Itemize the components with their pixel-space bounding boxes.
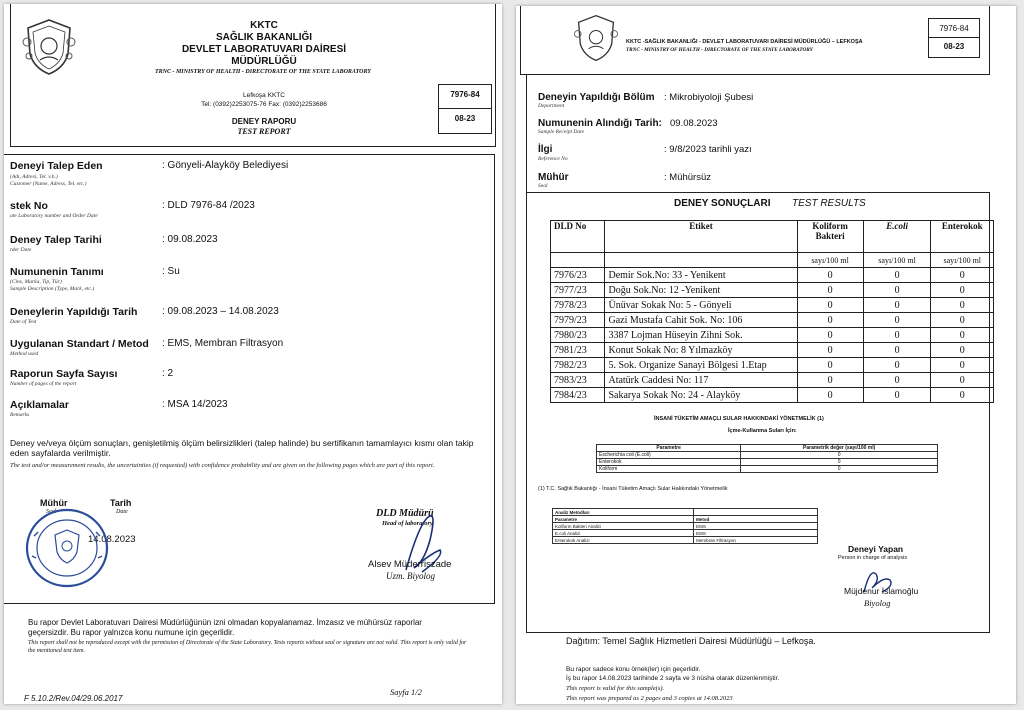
report-title-en: TEST REPORT (237, 127, 291, 136)
col-header-ecoli: E.coli (863, 221, 931, 253)
method-table-row (553, 530, 818, 537)
manager-label: DLD Müdürü (376, 508, 434, 519)
table-cell: 7978/23 (551, 298, 605, 313)
table-row (551, 298, 994, 313)
regulation-subtitle: İçme-Kullanma Suları İçin: (728, 428, 797, 434)
manager-title: Uzm. Biyolog (386, 571, 435, 581)
field-label: Deneyi Talep Eden (10, 160, 103, 172)
field-label: stek No (10, 200, 48, 212)
table-cell: 0 (931, 388, 994, 403)
regulation-table (596, 444, 938, 473)
table-cell: 0 (931, 298, 994, 313)
footer-text-tr: Bu rapor Devlet Laboratuvarı Dairesi Müdürlüğünün izni olmadan kopyalanamaz. İmzasız ve mühürsüz raporlar geçersizdir. Bu rapor yalnızca konu numune için geçerlidir. (28, 618, 422, 637)
unit-cell: sayı/100 ml (931, 253, 994, 268)
reg-table-cell: 0 (741, 459, 938, 466)
table-cell: 0 (863, 298, 931, 313)
table-cell: 0 (863, 373, 931, 388)
table-cell: 0 (931, 268, 994, 283)
org-phone: Tel: (0392)2253075-76 Fax: (0392)2253686 (201, 101, 327, 108)
org-city: Lefkoşa KKTC (243, 92, 285, 99)
field-value: : 2 (162, 368, 174, 379)
table-cell: 7980/23 (551, 328, 605, 343)
table-cell: 0 (797, 388, 863, 403)
field-value: : 09.08.2023 (162, 234, 218, 245)
page2-header-subtitle: TRNC - MINISTRY OF HEALTH - DIRECTORATE OF THE STATE LABORATORY (626, 47, 813, 53)
table-cell: 0 (797, 268, 863, 283)
field-value: : Su (162, 266, 180, 277)
field-value: 09.08.2023 (670, 118, 718, 129)
method-table-cell: Membran Filtrasyon (694, 537, 818, 544)
analyst-label: Deneyi Yapan (848, 544, 904, 554)
table-cell: 0 (931, 358, 994, 373)
table-cell: 0 (797, 298, 863, 313)
method-table-cell: EMS (694, 523, 818, 530)
field-sub: Department (538, 103, 565, 109)
col-header-dld-no: DLD No (551, 221, 605, 253)
table-cell: 7984/23 (551, 388, 605, 403)
reg-table-row (597, 459, 938, 466)
form-code: F 5.10.2/Rev.04/29.06.2017 (24, 694, 123, 703)
footer-line-4: This report was prepared as 2 pages and 3 copies at 14.08.2023 (566, 695, 733, 702)
reg-table-cell: 0 (741, 466, 938, 473)
field-label: Deneylerin Yapıldığı Tarih (10, 306, 138, 318)
method-table-row (553, 516, 818, 523)
table-cell: Demir Sok.No: 33 - Yenikent (605, 268, 797, 283)
method-table-cell: E.coli Analizi (553, 530, 694, 537)
table-row (551, 283, 994, 298)
footer-text-en: This report shall not be reproduced except with the permission of Directorate of the State Laboratory. Tests reports without seal or signature are not valid. This report is only valid for the mentioned test item. (28, 640, 467, 654)
method-table-row (553, 509, 818, 516)
results-note-en: The test and/or measurement results, the uncertainties (if requested) with confidence probability and are given on the following pages which are part of this report. (10, 462, 435, 469)
field-sub: ate Laboratory number and Order Date (10, 213, 98, 219)
report-code-2: 08-23 (943, 42, 965, 51)
table-cell: 0 (863, 283, 931, 298)
table-cell: 0 (797, 328, 863, 343)
method-table-row (553, 537, 818, 544)
field-sub: Method used (10, 351, 39, 357)
method-table-cell: Parametre (553, 516, 694, 523)
field-label: Uygulanan Standart / Metod (10, 338, 149, 350)
field-label: Mühür (538, 172, 569, 183)
table-cell: 0 (931, 328, 994, 343)
field-value: : 09.08.2023 – 14.08.2023 (162, 306, 279, 317)
table-cell: 0 (797, 358, 863, 373)
report-page-1 (4, 4, 502, 704)
table-row (551, 373, 994, 388)
official-stamp-icon (22, 506, 112, 590)
table-cell: 7979/23 (551, 313, 605, 328)
reg-table-cell: Koliform (597, 466, 741, 473)
analyst-title: Biyolog (864, 598, 891, 608)
method-table-body (553, 509, 818, 544)
method-table-cell: Analiz Metodları (553, 509, 694, 516)
table-row (551, 358, 994, 373)
table-cell: Ünüvar Sokak No: 5 - Gönyeli (605, 298, 797, 313)
org-line-1: KKTC (250, 20, 278, 31)
table-cell: 0 (931, 283, 994, 298)
field-value: : MSA 14/2023 (162, 399, 228, 410)
table-cell: 7982/23 (551, 358, 605, 373)
field-sub: (Adı, Adresi, Tel. v.b.) (10, 174, 58, 180)
manager-label-en: Head of laboratory (382, 520, 433, 527)
results-title-en: TEST RESULTS (792, 198, 866, 209)
table-cell: 0 (863, 358, 931, 373)
page-number: Sayfa 1/2 (390, 687, 422, 697)
col-header-coliform: Koliform Bakteri (797, 221, 863, 253)
report-code-1: 7976-84 (939, 24, 969, 33)
table-cell: Konut Sokak No: 8 Yılmazköy (605, 343, 797, 358)
field-value: : Mühürsüz (664, 172, 711, 183)
table-cell: 7977/23 (551, 283, 605, 298)
table-cell: 0 (863, 268, 931, 283)
results-title: DENEY SONUÇLARI (674, 198, 771, 209)
field-label: Açıklamalar (10, 399, 69, 411)
page2-header-title: KKTC -SAĞLIK BAKANLIĞI - DEVLET LABORATUVARI DAİRESİ MÜDÜRLÜĞÜ – LEFKOŞA (626, 39, 863, 45)
table-cell: 0 (797, 373, 863, 388)
field-label: Deney Talep Tarihi (10, 234, 102, 246)
table-cell: 0 (931, 343, 994, 358)
reg-col-header: Parametre (597, 445, 741, 452)
method-table-cell: Enterokok Analizi (553, 537, 694, 544)
field-sub: Reference No (538, 156, 568, 162)
unit-cell (551, 253, 605, 268)
analyst-name: Müjdenur İslamoğlu (844, 586, 919, 596)
code-box-divider (928, 37, 980, 38)
manager-name: Alsev Müderriszade (368, 559, 452, 570)
field-sub: Remarks (10, 412, 30, 418)
table-row (551, 388, 994, 403)
table-cell: 0 (797, 313, 863, 328)
results-note-tr: Deney ve/veya ölçüm sonuçları, genişletilmiş ölçüm belirsizlikleri (talep halinde) bu sertifikanın tamamlayıcı kısmı olan takip eden sayfalarda verilmiştir. (10, 438, 474, 458)
org-line-4: MÜDÜRLÜĞÜ (231, 56, 297, 67)
unit-cell: sayı/100 ml (797, 253, 863, 268)
table-cell: 7983/23 (551, 373, 605, 388)
table-cell: 0 (863, 328, 931, 343)
field-value: : DLD 7976-84 /2023 (162, 200, 255, 211)
table-cell: 3387 Lojman Hüseyin Zihni Sok. (605, 328, 797, 343)
method-table-row (553, 523, 818, 530)
method-table-cell: EMS (694, 530, 818, 537)
method-table-cell (694, 509, 818, 516)
table-cell: 7981/23 (551, 343, 605, 358)
field-label: Raporun Sayfa Sayısı (10, 368, 118, 380)
method-table-cell: Metod (694, 516, 818, 523)
footer-line-2: İş bu rapor 14.08.2023 tarihinde 2 sayfa ve 3 nüsha olarak düzenlenmiştir. (566, 675, 780, 682)
table-cell: 0 (797, 283, 863, 298)
table-row (551, 268, 994, 283)
table-cell: 0 (931, 373, 994, 388)
field-label: Deneyin Yapıldığı Bölüm (538, 92, 655, 103)
analyst-label-en: Person in charge of analysis (838, 555, 908, 561)
regulation-footnote: (1) T.C. Sağlık Bakanlığı - İnsani Tüketim Amaçlı Sular Hakkındaki Yönetmelik (538, 486, 728, 492)
distribution-line: Dağıtım: Temel Sağlık Hizmetleri Dairesi Müdürlüğü – Lefkoşa. (566, 636, 816, 646)
report-code-2: 08-23 (454, 114, 476, 123)
org-line-2: SAĞLIK BAKANLIĞI (215, 32, 313, 43)
reg-table-cell: 0 (741, 452, 938, 459)
table-cell: 7976/23 (551, 268, 605, 283)
field-sub: Seal (538, 183, 548, 189)
field-sub-en: Sample Description (Type, Mark, etc.) (10, 286, 95, 292)
reg-col-header: Parametrik değer (sayı/100 ml) (741, 445, 938, 452)
table-cell: 0 (863, 343, 931, 358)
field-value: : 9/8/2023 tarihli yazı (664, 144, 752, 155)
field-sub: Number of pages of the report (10, 381, 77, 387)
field-label: Numunenin Alındığı Tarih: (538, 118, 662, 129)
reg-table-cell: Enterokok (597, 459, 741, 466)
org-english: TRNC - MINISTRY OF HEALTH - DIRECTORATE OF THE STATE LABORATORY (154, 69, 372, 75)
col-header-enterococcus: Enterokok (931, 221, 994, 253)
col-header-label: Etiket (605, 221, 797, 253)
reg-table-cell: Escherichia coli (E.coli) (597, 452, 741, 459)
reg-table-row (597, 452, 938, 459)
results-table-body (551, 268, 994, 403)
table-cell: Doğu Sok.No: 12 -Yenikent (605, 283, 797, 298)
table-row (551, 313, 994, 328)
table-row (551, 328, 994, 343)
footer-line-1: Bu rapor sadece konu örnek(ler) için geçerlidir. (566, 666, 701, 673)
report-title: DENEY RAPORU (231, 117, 297, 126)
field-sub: Sample Receipt Date (538, 129, 585, 135)
table-cell: Atatürk Caddesi No: 117 (605, 373, 797, 388)
regulation-table-body (597, 452, 938, 473)
unit-cell (605, 253, 797, 268)
method-table-cell: Koliform Bakteri Analizi (553, 523, 694, 530)
date-label: Tarih (110, 498, 132, 508)
report-date: 14.08.2023 (88, 534, 136, 545)
report-code-1: 7976-84 (450, 90, 480, 99)
results-table (550, 220, 994, 403)
field-label: Numunenin Tanımı (10, 266, 104, 278)
seal-label: Mühür (40, 498, 68, 508)
table-cell: Gazi Mustafa Cahit Sok. No: 106 (605, 313, 797, 328)
field-sub: (Cins, Marka, Tip, Tür) (10, 279, 62, 285)
table-row (551, 343, 994, 358)
field-sub: Date of Test (10, 319, 37, 325)
method-table (552, 508, 818, 544)
field-sub: rder Date (10, 247, 32, 253)
table-cell: 0 (863, 313, 931, 328)
code-box-divider (438, 108, 492, 109)
field-value: : Mikrobiyoloji Şubesi (664, 92, 754, 103)
field-label: İlgi (538, 144, 553, 155)
table-cell: 0 (797, 343, 863, 358)
emblem-logo-icon (20, 16, 78, 78)
footer-line-3: This report is valid for this sample(s). (566, 685, 665, 692)
table-cell: 0 (931, 313, 994, 328)
table-cell: 0 (863, 388, 931, 403)
regulation-title: İNSANİ TÜKETİM AMAÇLI SULAR HAKKINDAKİ YÖNETMELİK (1) (654, 416, 824, 422)
table-cell: Sakarya Sokak No: 24 - Alayköy (605, 388, 797, 403)
field-sub-en: Customer (Name, Adress, Tel. etc.) (10, 181, 87, 187)
reg-table-row (597, 466, 938, 473)
field-value: : Gönyeli-Alayköy Belediyesi (162, 160, 289, 171)
table-cell: 5. Sok. Organize Sanayi Bölgesi 1.Etap (605, 358, 797, 373)
report-page-2 (516, 6, 1016, 704)
emblem-logo-icon (572, 12, 620, 64)
date-label-en: Date (116, 509, 128, 515)
seal-label-en: Seal (46, 509, 57, 515)
field-value: : EMS, Membran Filtrasyon (162, 338, 284, 349)
unit-cell: sayı/100 ml (863, 253, 931, 268)
org-line-3: DEVLET LABORATUVARI DAİRESİ (181, 44, 347, 55)
